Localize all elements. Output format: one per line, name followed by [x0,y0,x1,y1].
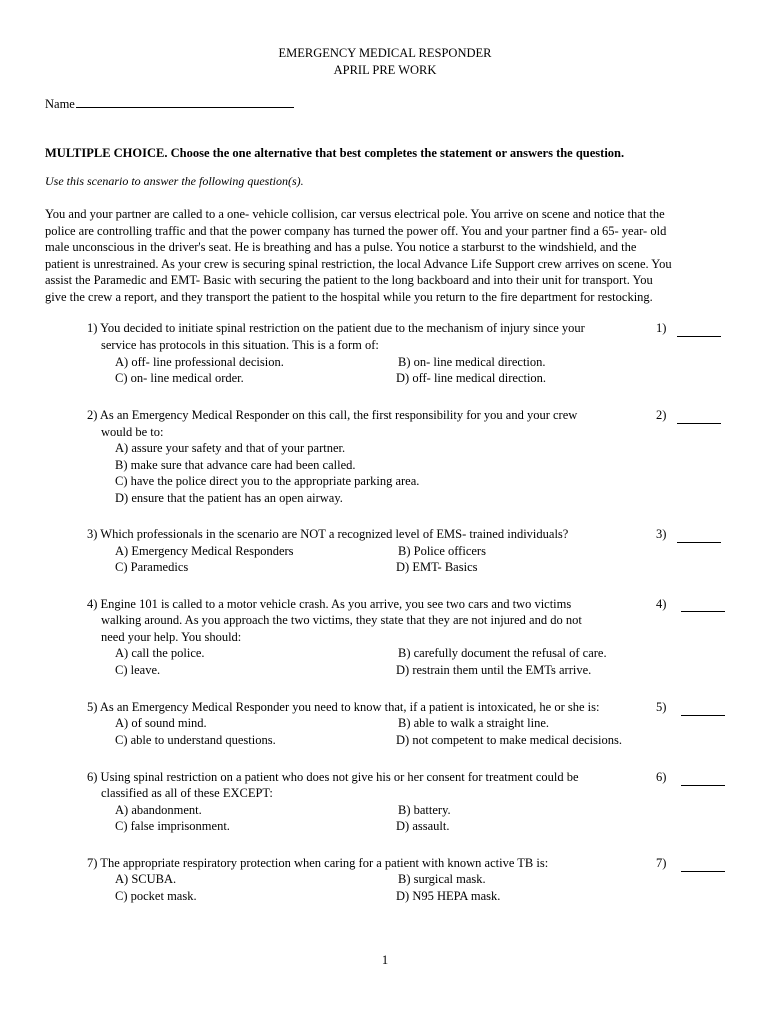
question-stem: 5) As an Emergency Medical Responder you need to know that, if a patient is intoxicated, he or she is: [87,700,600,714]
option-c[interactable]: C) have the police direct you to the appropriate parking area. [115,474,420,488]
option-d[interactable]: D) ensure that the patient has an open airway. [115,491,343,505]
option-a[interactable]: A) assure your safety and that of your partner. [115,441,346,455]
answer-blank[interactable] [677,423,721,424]
answer-number: 1) [656,321,667,335]
scenario-line: give the crew a report, and they transport the patient to the hospital while you return to the fire department for restocking. [45,289,653,304]
answer-blank[interactable] [677,336,721,337]
option-b[interactable]: B) carefully document the refusal of care. [398,646,607,660]
option-d[interactable]: D) off- line medical direction. [396,371,547,385]
option-d[interactable]: D) assault. [396,819,450,833]
question-stem: 1) You decided to initiate spinal restriction on the patient due to the mechanism of injury since your [87,321,585,335]
answer-number: 7) [656,856,667,870]
option-b[interactable]: B) surgical mask. [398,872,486,886]
answer-blank[interactable] [681,715,725,716]
scenario-line: You and your partner are called to a one- vehicle collision, car versus electrical pole. You arrive on scene and notice that the [45,207,665,221]
option-b[interactable]: B) make sure that advance care had been called. [115,458,356,472]
option-a[interactable]: A) off- line professional decision. [115,355,284,369]
instructions: MULTIPLE CHOICE. Choose the one alternative that best completes the statement or answers the question. [45,146,625,160]
question-stem: service has protocols in this situation. This is a form of: [101,338,379,352]
question-stem: classified as all of these EXCEPT: [101,786,273,800]
scenario-intro: Use this scenario to answer the following question(s). [45,174,304,188]
option-d[interactable]: D) restrain them until the EMTs arrive. [396,663,592,677]
option-a[interactable]: A) of sound mind. [115,716,207,730]
document-title: EMERGENCY MEDICAL RESPONDER [278,46,492,60]
option-b[interactable]: B) able to walk a straight line. [398,716,550,730]
question-stem: 2) As an Emergency Medical Responder on this call, the first responsibility for you and your crew [87,408,578,422]
document-subtitle: APRIL PRE WORK [333,63,437,77]
option-d[interactable]: D) EMT- Basics [396,560,478,574]
scenario-line: patient is unrestrained. As your crew is securing spinal restriction, the local Advance Life Support crew arrives on scene. You [45,256,672,271]
scenario-line: male unconscious in the driver's seat. He is breathing and has a pulse. You notice a starburst to the windshield, and the [45,240,637,255]
answer-blank[interactable] [677,542,721,543]
answer-blank[interactable] [681,611,725,612]
question-stem: 3) Which professionals in the scenario are NOT a recognized level of EMS- trained individuals? [87,527,569,541]
answer-blank[interactable] [681,871,725,872]
answer-number: 4) [656,597,667,611]
option-b[interactable]: B) battery. [398,803,451,817]
option-c[interactable]: C) false imprisonment. [115,819,230,833]
question-stem: 4) Engine 101 is called to a motor vehicle crash. As you arrive, you see two cars and two victims [87,597,572,611]
question-stem: walking around. As you approach the two victims, they state that they are not injured and do not [101,613,582,627]
name-field[interactable] [45,96,294,112]
option-b[interactable]: B) Police officers [398,544,486,558]
answer-number: 2) [656,408,667,422]
scenario-line: police are controlling traffic and that the power company has turned the power off. You and your partner find a 65- year- old [45,223,667,238]
name-label: Name [45,97,75,111]
scenario-paragraph [45,206,735,306]
name-blank-line[interactable] [76,96,294,108]
answer-blank[interactable] [681,785,725,786]
question-stem: need your help. You should: [101,630,242,644]
option-d[interactable]: D) N95 HEPA mask. [396,889,501,903]
answer-number: 5) [656,700,667,714]
option-c[interactable]: C) Paramedics [115,560,189,574]
option-a[interactable]: A) call the police. [115,646,205,660]
question-stem: 6) Using spinal restriction on a patient who does not give his or her consent for treatment could be [87,770,579,784]
option-a[interactable]: A) SCUBA. [115,872,177,886]
option-b[interactable]: B) on- line medical direction. [398,355,546,369]
option-a[interactable]: A) Emergency Medical Responders [115,544,294,558]
answer-number: 6) [656,770,667,784]
option-d[interactable]: D) not competent to make medical decisions. [396,733,622,747]
scenario-line: assist the Paramedic and EMT- Basic with securing the patient to the long backboard and into their unit for transport. You [45,273,653,288]
option-a[interactable]: A) abandonment. [115,803,202,817]
page-number: 1 [381,953,389,967]
option-c[interactable]: C) able to understand questions. [115,733,276,747]
answer-number: 3) [656,527,667,541]
question-stem: would be to: [101,425,164,439]
question-stem: 7) The appropriate respiratory protection when caring for a patient with known active TB is: [87,856,549,870]
option-c[interactable]: C) leave. [115,663,161,677]
option-c[interactable]: C) pocket mask. [115,889,197,903]
option-c[interactable]: C) on- line medical order. [115,371,244,385]
